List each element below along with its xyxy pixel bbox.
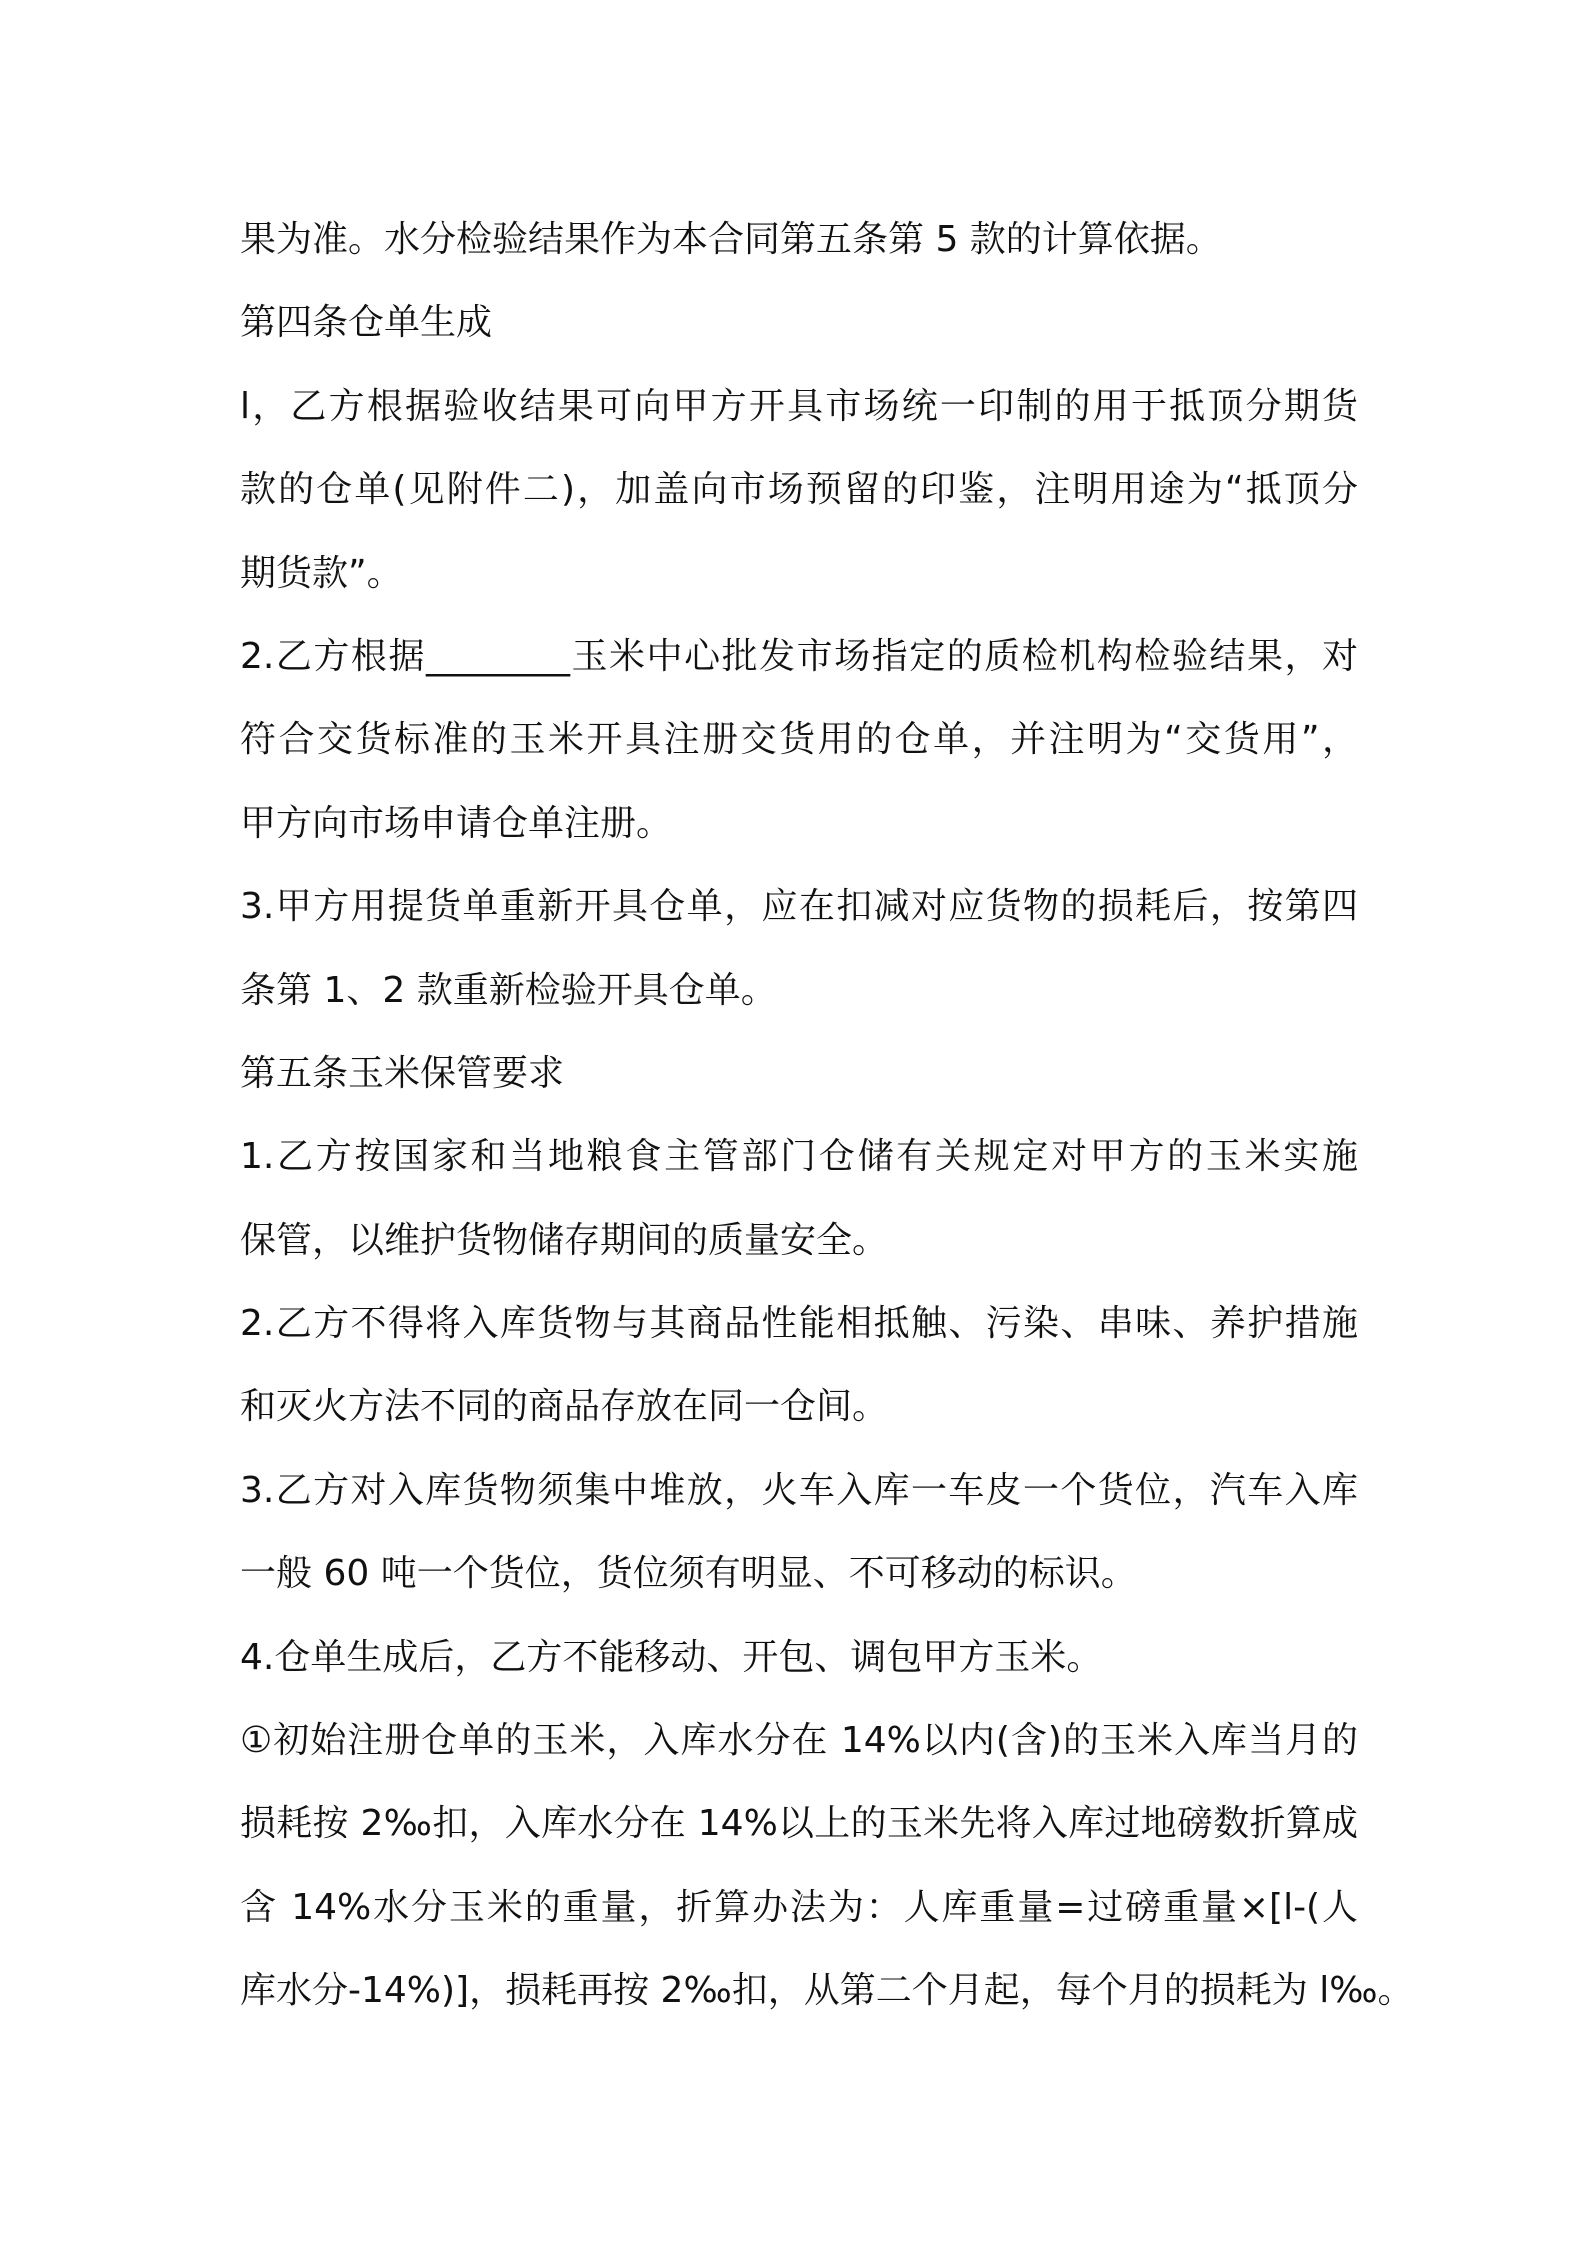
text-line: 符合交货标准的玉米开具注册交货用的仓单，并注明为“交货用”，: [240, 719, 1358, 761]
document-body: [240, 198, 1414, 2033]
text-line: 1.乙方按国家和当地粮食主管部门仓储有关规定对甲方的玉米实施: [240, 1136, 1358, 1178]
text-line: 2.乙方不得将入库货物与其商品性能相抵触、污染、串味、养护措施: [240, 1303, 1358, 1345]
text-line: 损耗按 2‰扣，入库水分在 14%以上的玉米先将入库过地磅数折算成: [240, 1803, 1358, 1845]
text-line: 款的仓单(见附件二)，加盖向市场预留的印鉴，注明用途为“抵顶分: [240, 469, 1358, 511]
text-line: 期货款”。: [240, 552, 403, 594]
text-line: 含 14%水分玉米的重量，折算办法为：人库重量=过磅重量×[l-(人: [240, 1886, 1358, 1928]
text-line: 条第 1、2 款重新检验开具仓单。: [240, 969, 777, 1011]
section-heading: 第四条仓单生成: [240, 302, 493, 344]
text-line: 甲方向市场申请仓单注册。: [240, 802, 673, 844]
text-line: 保管，以维护货物储存期间的质量安全。: [240, 1219, 889, 1261]
text-line: 3.乙方对入库货物须集中堆放，火车入库一车皮一个货位，汽车入库: [240, 1469, 1358, 1511]
text-line: 库水分-14%)]，损耗再按 2‰扣，从第二个月起，每个月的损耗为 l‰。: [240, 1970, 1414, 2012]
text-line: 和灭火方法不同的商品存放在同一仓间。: [240, 1386, 889, 1428]
text-line: 一般 60 吨一个货位，货位须有明显、不可移动的标识。: [240, 1553, 1137, 1595]
text-line: 果为准。水分检验结果作为本合同第五条第 5 款的计算依据。: [240, 219, 1222, 260]
text-line: 3.甲方用提货单重新开具仓单，应在扣减对应货物的损耗后，按第四: [240, 886, 1358, 928]
section-heading: 第五条玉米保管要求: [240, 1052, 565, 1094]
text-line: l，乙方根据验收结果可向甲方开具市场统一印制的用于抵顶分期货: [240, 385, 1358, 427]
text-line: 4.仓单生成后，乙方不能移动、开包、调包甲方玉米。: [240, 1636, 1103, 1678]
text-line: 2.乙方根据________玉米中心批发市场指定的质检机构检验结果，对: [240, 635, 1358, 677]
text-line: ①初始注册仓单的玉米，入库水分在 14%以内(含)的玉米入库当月的: [240, 1720, 1358, 1762]
